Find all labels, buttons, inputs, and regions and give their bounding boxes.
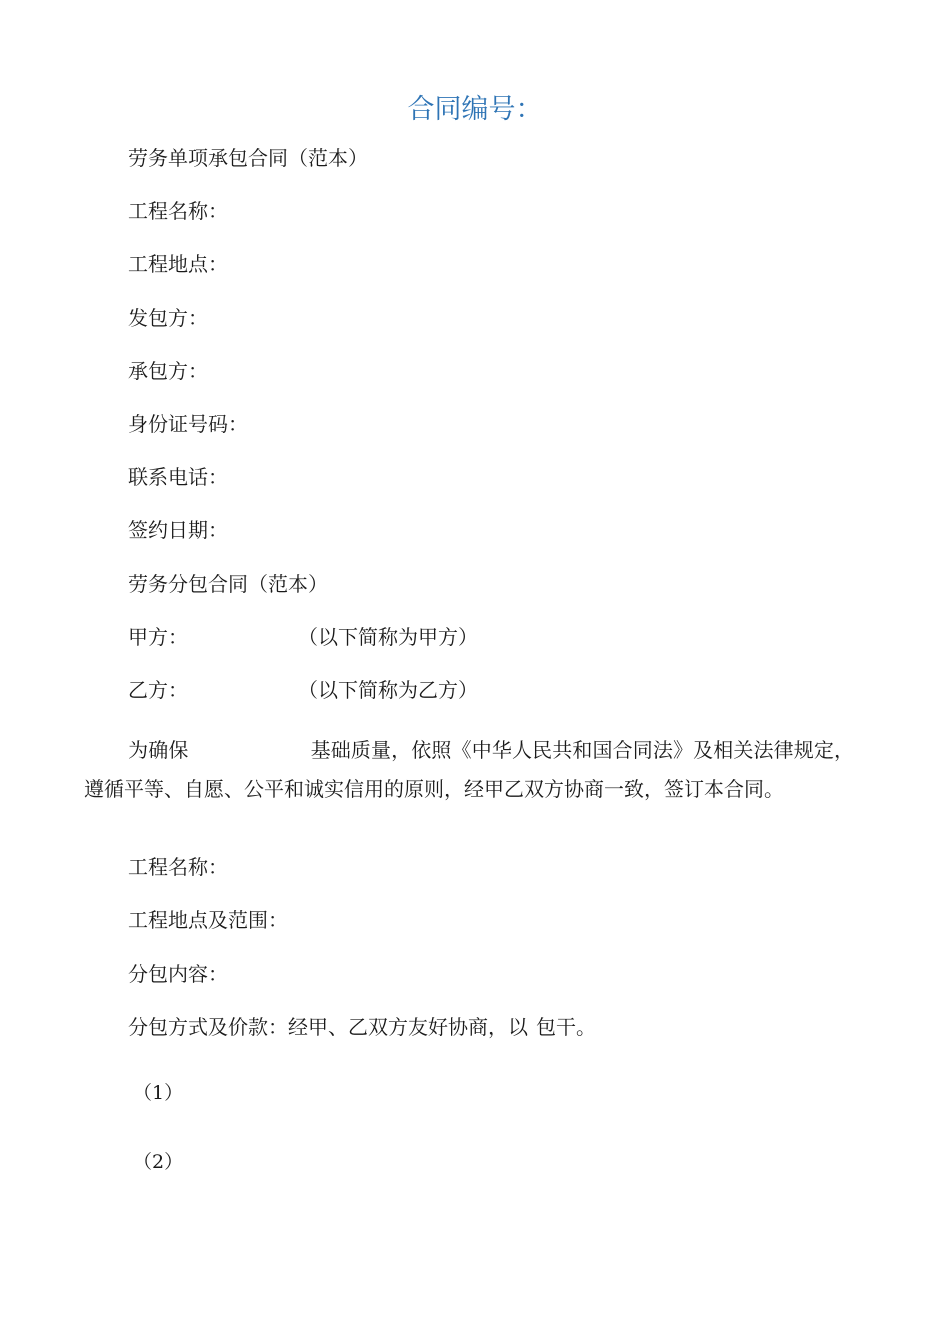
employer-line: 发包方： (128, 306, 208, 330)
id-number-line: 身份证号码： (128, 412, 248, 436)
contract-number-title: 合同编号： (407, 94, 543, 125)
party-b-line (128, 676, 478, 704)
party-a-label: 甲方： (128, 625, 188, 649)
subcontract-method-line (128, 1013, 596, 1041)
preamble-part2: 基础质量，依照《中华人民共和国合同法》及相关法律规定，遵循平等、自愿、公平和诚实信用的原则，经甲乙双方协商一致，签订本合同。 (84, 738, 855, 801)
party-a-line (128, 623, 478, 651)
phone-line: 联系电话： (128, 465, 228, 489)
location-scope-line: 工程地点及范围： (128, 908, 288, 932)
method-part2: 包干。 (536, 1015, 596, 1039)
party-b-note: （以下简称为乙方） (298, 678, 478, 702)
party-a-note: （以下简称为甲方） (298, 625, 478, 649)
section2-project-name-line: 工程名称： (128, 855, 228, 879)
sign-date-line: 签约日期： (128, 518, 228, 542)
method-part1: 分包方式及价款：经甲、乙双方友好协商，以 (128, 1015, 528, 1039)
preamble-part1: 为确保 (128, 738, 189, 762)
party-b-label: 乙方： (128, 678, 188, 702)
subcontract-content-line: 分包内容： (128, 962, 228, 986)
contractor-line: 承包方： (128, 359, 208, 383)
project-name-line: 工程名称： (128, 199, 228, 223)
project-location-line: 工程地点： (128, 252, 228, 276)
list-item-1: （1） (133, 1082, 184, 1104)
list-item-2: （2） (133, 1151, 184, 1173)
subcontract-name-line: 劳务分包合同（范本） (128, 572, 328, 596)
preamble-paragraph (84, 731, 854, 808)
contract-name-line: 劳务单项承包合同（范本） (128, 146, 368, 170)
